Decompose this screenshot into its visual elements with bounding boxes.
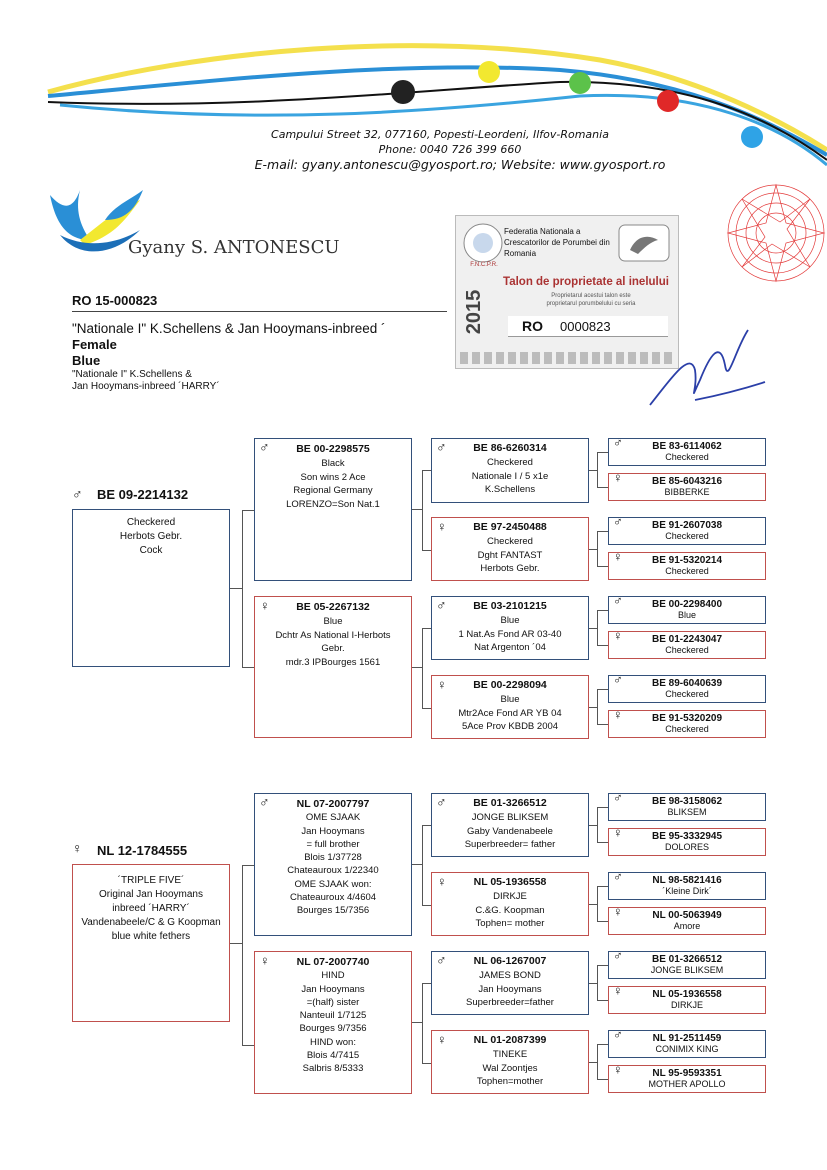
sire-line: Checkered [126,517,176,528]
female-icon: ♀ [260,953,270,968]
gen4-line: Checkered [665,724,709,734]
connector [597,610,598,645]
pigeon-badge-icon [618,224,670,262]
connector [589,470,597,471]
dam-ring: NL 12-1784555 [97,843,188,858]
dam-line: inbreed ´HARRY´ [112,903,190,914]
connector [597,487,608,488]
connector [597,610,608,611]
gen2-line: LORENZO=Son Nat.1 [286,499,380,511]
connector [242,865,243,1045]
connector [597,921,608,922]
gen4-ring: NL 95-9593351 [652,1068,722,1079]
gen4-ring: BE 01-3266512 [651,954,723,965]
connector [422,628,431,629]
gen3-line: 1 Nat.As Fond AR 03-40 [458,628,562,640]
gen3-line: Checkered [487,456,533,468]
female-icon: ♀ [613,1062,623,1077]
pigeon-note-2: Jan Hooymans-inbreed ´HARRY´ [72,381,220,392]
female-icon: ♀ [437,519,447,534]
connector [422,983,431,984]
female-icon: ♀ [260,598,270,613]
gen3-card [431,438,589,503]
gen2-line: Gebr. [321,643,345,655]
gen2-line: Blois 4/7415 [306,1050,360,1062]
gen2-line: Jan Hooymans [301,825,365,837]
gen3-card [431,596,589,660]
female-icon: ♀ [437,1032,447,1047]
gen4-line: JONGE BLIKSEM [650,965,724,975]
gen4-card [608,983,766,1014]
gen2-line: mdr.3 IPBourges 1561 [285,657,381,669]
gen4-line: Checkered [665,645,709,655]
gen2-ring: BE 05-2267132 [296,601,370,613]
gen2-card-sire-sire [254,438,412,581]
stamp-year: 2015 [463,289,485,335]
female-icon: ♀ [437,874,447,889]
connector [589,549,597,550]
female-icon: ♀ [613,549,623,564]
connector [597,452,598,487]
connector [597,1000,608,1001]
federation-badge: F.N.C.P.R. [470,262,498,268]
gen3-line: TINEKE [492,1048,528,1060]
gen2-line: Dchtr As National I-Herbots [275,629,391,641]
sire-card [72,509,230,667]
male-icon: ♂ [436,597,447,613]
connector [597,1044,598,1079]
female-icon: ♀ [437,677,447,692]
connector [422,470,431,471]
gen2-line: Black [321,457,345,469]
gen3-ring: NL 01-2087399 [473,1034,547,1046]
gen4-ring: BE 01-2243047 [651,634,723,645]
gen3-line: C.&G. Koopman [475,904,545,916]
dam-card [72,864,230,1022]
stamp-subtitle: Proprietarul acestui talon este proprietarul porumbelului cu seria [546,293,636,307]
phone-text: Phone: 0040 726 399 660 [378,143,522,156]
connector [422,983,423,1063]
connector [412,864,422,865]
female-icon: ♀ [613,825,623,840]
gen2-line: HIND [321,970,345,982]
connector [597,452,608,453]
connector [230,943,242,944]
gen3-line: Herbots Gebr. [480,563,540,575]
connector [597,689,608,690]
connector [242,667,254,668]
gen4-line: ´Kleine Dirk´ [662,886,712,896]
gen4-ring: BE 98-3158062 [651,796,723,807]
gen4-card [608,593,766,624]
male-icon: ♂ [436,439,447,455]
gen3-line: Wal Zoontjes [482,1062,538,1074]
gen3-ring: BE 00-2298094 [473,679,547,691]
connector [597,1044,608,1045]
gen3-ring: BE 97-2450488 [473,521,547,533]
male-icon: ♂ [436,794,447,810]
connector [589,707,597,708]
connector [589,825,597,826]
gen2-ring: NL 07-2007797 [296,798,370,810]
connector [597,1079,608,1080]
male-icon: ♂ [613,948,623,963]
gen4-line: BLIKSEM [667,807,707,817]
gen3-line: Mtr2Ace Fond AR YB 04 [458,707,562,719]
gen2-line: Nanteuil 1/7125 [299,1010,367,1022]
connector [422,628,423,708]
gen3-line: JONGE BLIKSEM [471,811,549,823]
gen4-card [608,470,766,501]
connector [412,1022,422,1023]
connector [589,983,597,984]
gen3-line: DIRKJE [493,890,527,902]
gen3-line: Dght FANTAST [477,549,543,561]
connector [422,708,431,709]
connector [597,645,608,646]
gen3-line: Gaby Vandenabeele [467,825,553,837]
female-icon: ♀ [613,470,623,485]
gen2-card-dam-sire [254,793,412,936]
connector [597,566,608,567]
federation-name: Federatia Nationala a Crescatorilor de Porumbei din Romania [504,227,610,258]
male-icon: ♂ [613,1027,623,1042]
gen4-ring: BE 85-6043216 [651,476,723,487]
stamp-title: Talon de proprietate al inelului [503,276,669,288]
connector [589,904,597,905]
connector [422,905,431,906]
sire-line: Cock [139,544,163,556]
gen4-line: CONIMIX KING [655,1044,719,1054]
gen4-card [608,1027,766,1058]
gen3-line: 5Ace Prov KBDB 2004 [461,721,559,733]
connector [597,689,598,724]
connector [597,965,598,1000]
gen4-card [608,790,766,821]
connector [230,588,242,589]
gen3-line: Blue [500,614,520,626]
gen4-card [608,825,766,856]
gen3-line: Blue [500,693,520,705]
gen3-ring: BE 86-6260314 [473,442,547,454]
connector [242,1045,254,1046]
gen3-line: Tophen= mother [475,918,545,930]
male-icon: ♂ [259,794,270,810]
gen3-line: Jan Hooymans [478,983,542,995]
gen3-card [431,793,589,857]
connector [597,724,608,725]
gen2-line: Bourges 15/7356 [296,905,370,917]
female-icon: ♀ [613,707,623,722]
gen4-ring: NL 91-2511459 [652,1033,722,1044]
gen3-line: K.Schellens [484,484,536,496]
divider [72,311,447,312]
connector [422,470,423,550]
gen3-ring: NL 06-1267007 [473,955,547,967]
female-icon: ♀ [613,983,623,998]
gen4-ring: BE 91-5320214 [651,555,723,566]
gen4-line: DIRKJE [670,1000,703,1010]
contact-text: E-mail: gyany.antonescu@gyosport.ro; Website: www.gyosport.ro [254,157,666,172]
gen3-line: Nat Argenton ´04 [474,642,546,654]
female-icon: ♀ [613,628,623,643]
gen3-card [431,872,589,936]
gen2-line: HIND won: [310,1036,356,1048]
gen2-line: Chateauroux 4/4604 [289,892,377,904]
stamp-ring-prefix: RO [522,318,543,334]
brand-name: Gyany S. ANTONESCU [128,237,340,258]
gen4-ring: BE 89-6040639 [651,678,723,689]
gen4-ring: NL 98-5821416 [652,875,722,886]
gen4-line: Checkered [665,531,709,541]
gen2-line: OME SJAAK [305,812,361,824]
gen4-line: Amore [673,921,701,931]
dam-line: Vandenabeele/C & G Koopman [81,917,221,928]
gen4-card [608,628,766,659]
female-icon: ♀ [72,840,83,856]
male-icon: ♂ [613,435,623,450]
gen4-line: MOTHER APOLLO [648,1079,726,1089]
connector [597,886,598,921]
connector [422,825,423,905]
dam-line: blue white fethers [111,931,191,942]
connector [597,842,608,843]
male-icon: ♂ [613,869,623,884]
sire-line: Herbots Gebr. [119,530,183,542]
gen4-line: Checkered [665,566,709,576]
gen3-ring: BE 03-2101215 [473,600,547,612]
gen4-ring: NL 00-5063949 [652,910,722,921]
gen4-line: Checkered [665,452,709,462]
stamp-ring-number: 0000823 [560,319,611,334]
dam-line: Original Jan Hooymans [99,889,203,900]
connector [422,825,431,826]
gen4-card [608,948,766,979]
gen2-line: = full brother [306,838,360,850]
connector [242,510,254,511]
pigeon-name: "Nationale I" K.Schellens & Jan Hooymans-inbreed ´ [72,321,386,336]
male-icon: ♂ [613,790,623,805]
gen2-line: Son wins 2 Ace [300,471,366,483]
gen4-card [608,707,766,738]
gen2-line: Jan Hooymans [301,983,365,995]
gen2-card-sire-dam [254,596,412,738]
pigeon-sex: Female [72,337,117,352]
gen4-line: BIBBERKE [664,487,710,497]
gen4-ring: BE 00-2298400 [651,599,723,610]
gen3-line: Tophen=mother [476,1076,544,1088]
sire-ring: BE 09-2214132 [97,487,189,502]
male-icon: ♂ [613,672,623,687]
gen2-line: Regional Germany [293,485,373,497]
gen3-line: Nationale I / 5 x1e [471,470,549,482]
gen4-card [608,514,766,545]
gen3-card [431,1030,589,1094]
gen3-card [431,517,589,581]
connector [422,550,431,551]
connector [242,510,243,667]
gen4-line: Blue [677,610,696,620]
gen4-card [608,549,766,580]
connector [589,628,597,629]
gen3-card [431,951,589,1015]
gen4-line: DOLORES [664,842,709,852]
gen4-card [608,869,766,900]
gen2-line: =(half) sister [306,996,360,1008]
gen4-card [608,904,766,935]
connector [597,531,598,566]
gen2-line: OME SJAAK won: [294,878,372,890]
pigeon-ring: RO 15-000823 [72,293,158,308]
gen4-ring: BE 95-3332945 [651,831,723,842]
dam-line: ´TRIPLE FIVE´ [117,875,185,886]
gen2-ring: NL 07-2007740 [296,956,370,968]
gen2-line: Salbris 8/5333 [302,1063,364,1075]
male-icon: ♂ [259,439,270,455]
gen4-ring: BE 91-5320209 [651,713,723,724]
connector [589,1062,597,1063]
male-icon: ♂ [72,486,83,502]
connector [597,531,608,532]
gen4-card [608,1062,766,1093]
male-icon: ♂ [436,952,447,968]
connector [597,965,608,966]
gen3-ring: NL 05-1936558 [473,876,547,888]
gen3-line: Checkered [487,535,533,547]
gen3-card [431,675,589,739]
address-text: Campului Street 32, 077160, Popesti-Leordeni, Ilfov-Romania [271,128,609,141]
connector [412,667,422,668]
gen4-ring: BE 91-2607038 [651,520,723,531]
pigeon-color: Blue [72,353,101,368]
gen3-line: Superbreeder=father [466,997,554,1009]
gen3-line: JAMES BOND [479,969,541,981]
gen2-line: Bourges 9/7356 [299,1023,367,1035]
gen4-line: Checkered [665,689,709,699]
gen4-card [608,435,766,466]
gen4-ring: NL 05-1936558 [652,989,722,1000]
gen2-line: Chateauroux 1/22340 [287,865,379,877]
connector [422,1063,431,1064]
gen2-line: Blue [323,615,343,627]
connector [597,807,598,842]
gen2-line: Blois 1/37728 [304,852,362,864]
female-icon: ♀ [613,904,623,919]
federation-logo-icon [462,222,504,264]
connector [412,509,422,510]
male-icon: ♂ [613,593,623,608]
gen4-ring: BE 83-6114062 [652,441,722,452]
pigeon-note-1: "Nationale I" K.Schellens & [72,369,192,380]
connector [597,807,608,808]
male-icon: ♂ [613,514,623,529]
signature [640,310,770,420]
gen3-ring: BE 01-3266512 [473,797,547,809]
connector [242,865,254,866]
gen3-line: Superbreeder= father [464,839,556,851]
gen2-ring: BE 00-2298575 [296,443,370,455]
connector [597,886,608,887]
gen2-card-dam-dam [254,951,412,1094]
security-seal-icon [718,178,827,288]
gen4-card [608,672,766,703]
